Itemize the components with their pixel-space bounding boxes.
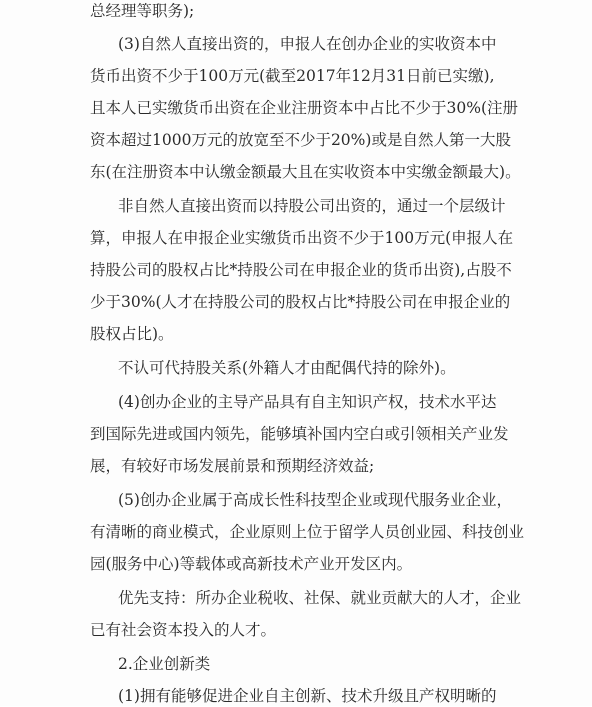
text-line: 到国际先进或国内领先，能够填补国内空白或引领相关产业发 <box>90 425 509 443</box>
text-line: 东(在注册资本中认缴金额最大且在实收资本中实缴金额最大)。 <box>90 163 521 181</box>
text-line: 总经理等职务); <box>90 2 195 20</box>
text-line: (5)创办企业属于高成长性科技型企业或现代服务业企业， <box>118 491 512 509</box>
text-line: (1)拥有能够促进企业自主创新、技术升级且产权明晰的 <box>118 687 497 705</box>
text-line: (3)自然人直接出资的，申报人在创办企业的实收资本中 <box>118 35 497 53</box>
text-line: 且本人已实缴货币出资在企业注册资本中占比不少于30%(注册 <box>90 99 519 117</box>
text-line: 少于30%(人才在持股公司的股权占比*持股公司在申报企业的 <box>90 293 511 311</box>
text-line: 有清晰的商业模式，企业原则上位于留学人员创业园、科技创业 <box>90 523 525 541</box>
text-line: 已有社会资本投入的人才。 <box>90 621 277 639</box>
text-line: 货币出资不少于100万元(截至2017年12月31日前已实缴), <box>90 67 495 85</box>
text-line: 股权占比)。 <box>90 325 174 343</box>
text-line: 非自然人直接出资而以持股公司出资的，通过一个层级计 <box>118 197 506 215</box>
text-line: 资本超过1000万元的放宽至不少于20%)或是自然人第一大股 <box>90 131 511 149</box>
text-line: 不认可代持股关系(外籍人才由配偶代持的除外)。 <box>118 359 456 377</box>
section-heading: 2.企业创新类 <box>118 655 211 673</box>
text-line: 优先支持：所办企业税收、社保、就业贡献大的人才，企业 <box>118 589 522 607</box>
text-line: 持股公司的股权占比*持股公司在申报企业的货币出资),占股不 <box>90 261 512 279</box>
text-line: 展，有较好市场发展前景和预期经济效益; <box>90 457 375 475</box>
text-line: 算，申报人在申报企业实缴货币出资不少于100万元(申报人在 <box>90 229 514 247</box>
text-line: 园(服务中心)等载体或高新技术产业开发区内。 <box>90 555 413 573</box>
text-line: (4)创办企业的主导产品具有自主知识产权，技术水平达 <box>118 393 497 411</box>
